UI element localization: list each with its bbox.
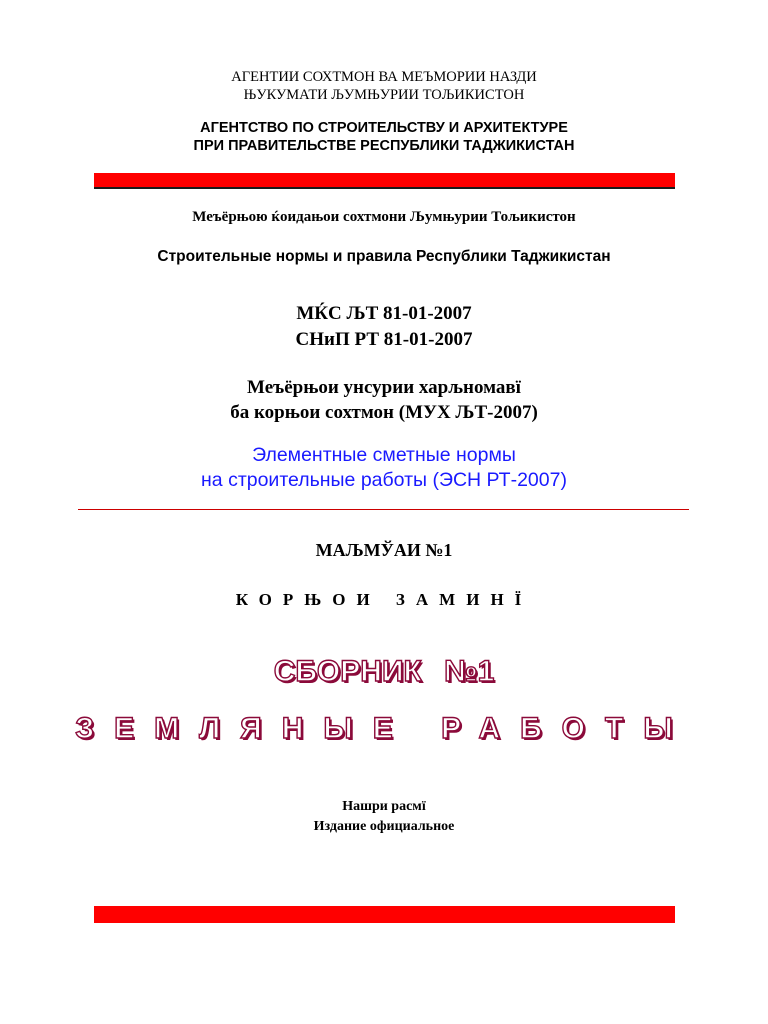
bottom-red-bar bbox=[94, 906, 675, 923]
collection-name-tajik: КОРЊОИ ЗАМИНЇ bbox=[235, 590, 533, 609]
document-title-russian-line2: на строительные работы (ЭСН РТ-2007) bbox=[201, 469, 567, 491]
document-title-tajik-line2: ба корњои сохтмон (МУХ ЉТ-2007) bbox=[230, 402, 538, 423]
top-red-bar bbox=[94, 173, 675, 189]
agency-name-russian bbox=[0, 119, 768, 155]
agency-name-russian-line1: АГЕНТСТВО ПО СТРОИТЕЛЬСТВУ И АРХИТЕКТУРЕ bbox=[200, 120, 568, 136]
red-separator-line bbox=[78, 509, 689, 510]
document-code-russian: СНиП РТ 81-01-2007 bbox=[295, 329, 473, 350]
collection-number-tajik: МАЉМЎАИ №1 bbox=[315, 540, 453, 560]
collection-number-russian: СБОРНИК №1 bbox=[273, 655, 495, 688]
collection-name-russian: ЗЕМЛЯНЫЕ РАБОТЫ bbox=[75, 712, 693, 745]
agency-name-tajik-line2: ЊУКУМАТИ ЉУМЊУРИИ ТОЉИКИСТОН bbox=[243, 87, 525, 103]
agency-name-russian-line2: ПРИ ПРАВИТЕЛЬСТВЕ РЕСПУБЛИКИ ТАДЖИКИСТАН bbox=[193, 138, 575, 154]
document-title-tajik-line1: Меъёрњои унсурии харљномавї bbox=[247, 377, 521, 398]
edition-label-tajik: Нашри расмї bbox=[342, 799, 426, 814]
edition-label-russian: Издание официальное bbox=[313, 819, 455, 834]
agency-name-tajik-line1: АГЕНТИИ СОХТМОН ВА МЕЪМОРИИ НАЗДИ bbox=[231, 69, 537, 85]
norms-title-tajik: Меъёрњою ќоидањои сохтмони Љумњурии Тољикистон bbox=[192, 209, 576, 225]
document-code-tajik: МЌС ЉТ 81-01-2007 bbox=[296, 303, 472, 324]
document-title-russian-line1: Элементные сметные нормы bbox=[252, 444, 516, 466]
norms-title-russian: Строительные нормы и правила Республики Таджикистан bbox=[157, 248, 611, 265]
agency-name-tajik bbox=[0, 68, 768, 104]
